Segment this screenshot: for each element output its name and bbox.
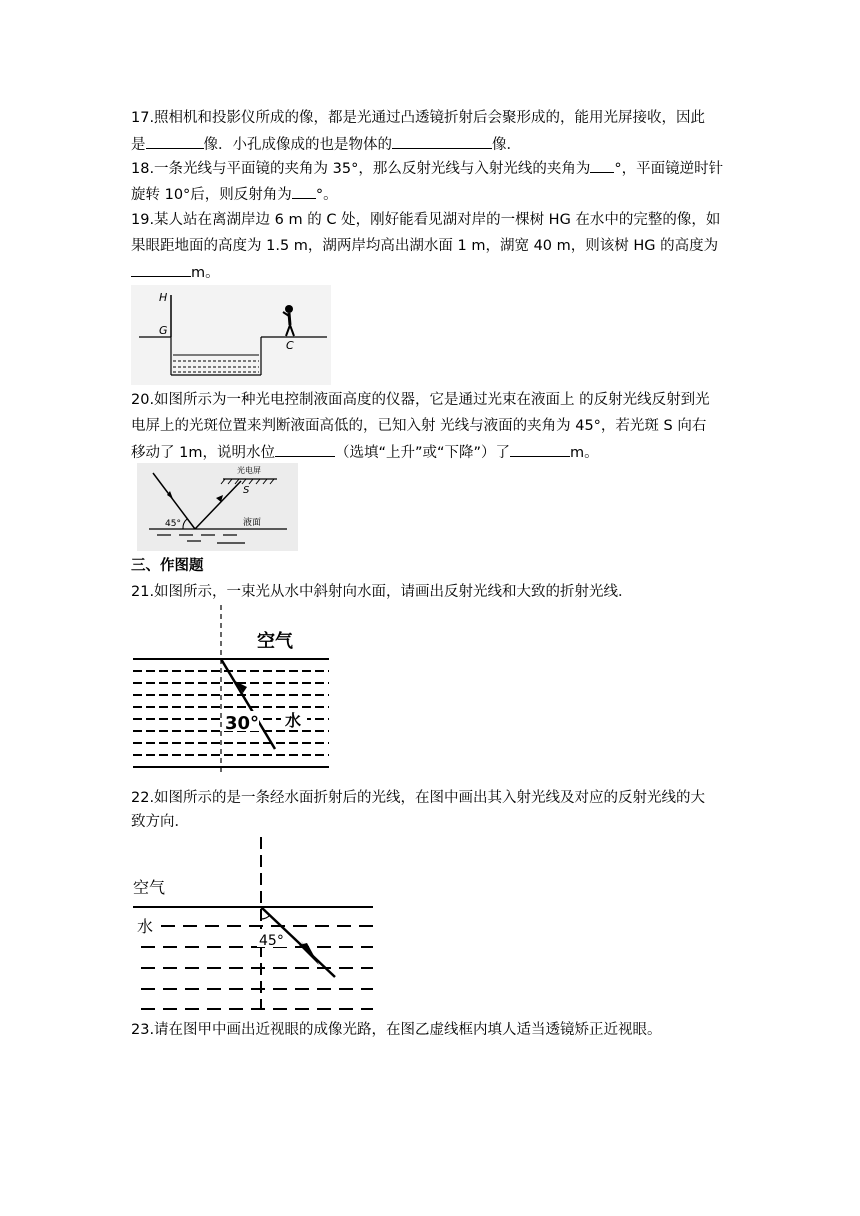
q17-blank-1[interactable]	[146, 134, 204, 149]
label-surface: 液面	[243, 518, 262, 528]
q20-line1: 20.如图所示为一种光电控制液面高度的仪器，它是通过光束在液面上 的反射光线反射到光	[131, 392, 710, 408]
q21-text: 21.如图所示，一束光从水中斜射向水面，请画出反射光线和大致的折射光线．	[131, 584, 633, 600]
label-air: 空气	[133, 878, 166, 897]
q17-blank-2[interactable]	[392, 134, 492, 149]
q17-line1: 17.照相机和投影仪所成的像，都是光通过凸透镜折射后会聚形成的，能用光屏接收，因此	[131, 110, 706, 126]
label-air: 空气	[257, 631, 293, 652]
q17-line2	[131, 134, 521, 155]
q22-line2: 致方向．	[131, 814, 189, 830]
q18-text-a: 18.一条光线与平面镜的夹角为 35°，那么反射光线与入射光线的夹角为	[131, 161, 591, 177]
q18-blank-1[interactable]	[590, 158, 614, 173]
q17-text-b: 像．小孔成像成的也是物体的	[203, 137, 392, 153]
q20-text-b: （选填“上升”或“下降”）了	[334, 445, 511, 461]
q18-blank-2[interactable]	[292, 184, 316, 199]
q20-line2: 电屏上的光斑位置来判断液面高低的，已知入射 光线与液面的夹角为 45°，若光斑 S 向右	[131, 418, 707, 434]
q19-line3	[131, 262, 220, 283]
incident-ray	[221, 659, 275, 749]
q19-line2: 果眼距地面的高度为 1.5 m，湖两岸均高出湖水面 1 m，湖宽 40 m，则该树 HG 的高度为	[131, 238, 719, 254]
q18-line1	[131, 158, 723, 179]
q20-level-figure	[137, 463, 298, 551]
q18-text-d: °。	[315, 187, 338, 203]
q19-blank[interactable]	[131, 262, 191, 277]
label-water: 水	[137, 917, 154, 936]
q19-lake-figure	[131, 285, 331, 385]
q18-text-b: °，平面镜逆时针	[614, 161, 724, 177]
q22-refraction-figure	[131, 837, 381, 1012]
label-screen: 光电屏	[237, 466, 261, 475]
q20-text-a: 移动了 1m，说明水位	[131, 445, 275, 461]
q23-text: 23.请在图甲中画出近视眼的成像光路，在图乙虚线框内填人适当透镜矫正近视眼。	[131, 1022, 662, 1038]
q19-line1: 19.某人站在离湖岸边 6 m 的 C 处，刚好能看见湖对岸的一棵树 HG 在水中的完整的像，如	[131, 212, 721, 228]
label-c: C	[286, 339, 294, 352]
q20-blank-1[interactable]	[275, 442, 335, 457]
label-angle: 30°	[225, 713, 260, 734]
q18-text-c: 旋转 10°后，则反射角为	[131, 187, 292, 203]
q21-water-figure	[131, 605, 331, 777]
label-s: S	[243, 485, 250, 496]
q20-line3	[131, 442, 599, 463]
q20-blank-2[interactable]	[510, 442, 570, 457]
section-3-heading: 三、作图题	[131, 558, 204, 574]
q19-text-unit: m。	[191, 265, 220, 281]
label-water: 水	[285, 711, 302, 730]
label-angle: 45°	[165, 519, 181, 529]
q22-line1: 22.如图所示的是一条经水面折射后的光线，在图中画出其入射光线及对应的反射光线的大	[131, 790, 706, 806]
q18-line2	[131, 184, 338, 205]
label-angle: 45°	[259, 933, 284, 949]
q20-text-c: m。	[570, 445, 599, 461]
label-h: H	[159, 291, 168, 304]
label-g: G	[159, 324, 168, 337]
q17-text-a: 是	[131, 137, 146, 153]
q17-text-c: 像．	[492, 137, 521, 153]
